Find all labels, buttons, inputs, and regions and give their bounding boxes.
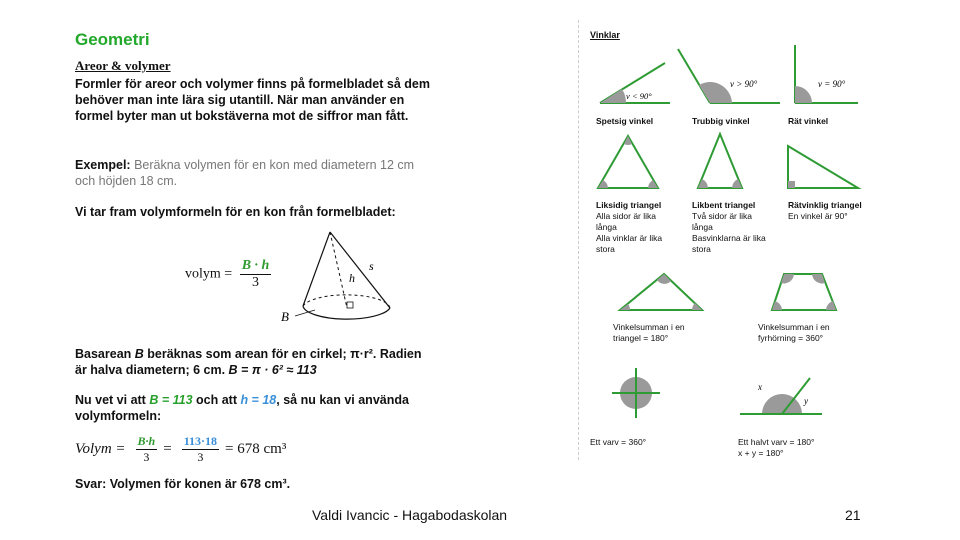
section-subtitle: Areor & volymer: [75, 58, 171, 73]
equilateral-label: Liksidig triangel: [596, 200, 662, 210]
volume-eq-f2-num: 113·18: [183, 434, 218, 448]
half-turn: [740, 378, 822, 414]
cone-side-left: [303, 232, 330, 306]
right-triangle-desc-1: En vinkel är 90°: [788, 211, 848, 221]
volume-eq-result: = 678 cm³: [225, 441, 287, 457]
label-s: s: [369, 259, 374, 273]
column-divider: [578, 20, 579, 460]
label-h: h: [349, 271, 355, 285]
cone-side-right: [330, 232, 390, 308]
obtuse-angle: [678, 49, 780, 103]
angle-types-diagram: [590, 45, 880, 110]
now-paragraph: [75, 392, 435, 424]
volume-eq-fraction-2: [182, 434, 219, 465]
isosceles-info: [692, 200, 766, 255]
now-B: B = 113: [149, 393, 193, 407]
obtuse-label: Trubbig vinkel: [692, 116, 750, 126]
triangle-sum-line1: Vinkelsumman i en: [613, 322, 685, 332]
acute-label: Spetsig vinkel: [596, 116, 654, 126]
isosceles-label: Likbent triangel: [692, 200, 756, 210]
base-area-paragraph: [75, 346, 435, 378]
right-triangle-label: Rätvinklig triangel: [788, 200, 862, 210]
answer-paragraph: [75, 476, 435, 492]
half-turn-line2: x + y = 180°: [738, 448, 784, 458]
formula-intro: Vi tar fram volymformeln för en kon från formelbladet:: [75, 205, 396, 219]
acute-cond: v < 90°: [626, 91, 652, 101]
cone-formula-num: B · h: [241, 258, 270, 273]
isosceles-desc-1: Två sidor är lika: [692, 211, 752, 221]
base-text-2: beräknas som arean för en cirkel; π·r². Radien är halva diametern; 6 cm.: [75, 347, 422, 377]
triangle-sum-line2: triangel = 180°: [613, 333, 669, 343]
answer-label: Svar:: [75, 477, 107, 491]
example-paragraph: [75, 157, 435, 189]
equilateral-desc-4: stora: [596, 244, 615, 254]
equilateral-triangle: [598, 136, 658, 188]
acute-angle: [600, 63, 670, 103]
cone-formula-fraction: [240, 258, 272, 291]
example-label: Exempel:: [75, 158, 131, 172]
volume-eq-f2-den: 3: [197, 450, 204, 464]
turn-diagram: [612, 368, 852, 430]
sum-triangle: [620, 274, 702, 310]
base-pointer: [295, 310, 315, 316]
now-text-1: Nu vet vi att: [75, 393, 150, 407]
quad-sum-line2: fyrhörning = 360°: [758, 333, 824, 343]
cone-base-back: [303, 295, 390, 308]
quad-sum-line1: Vinkelsumman i en: [758, 322, 830, 332]
right-cond: v = 90°: [818, 79, 846, 89]
isosceles-desc-3: Basvinklarna är lika: [692, 233, 766, 243]
right-angle: [795, 45, 858, 103]
base-text-1: Basarean: [75, 347, 135, 361]
now-text-2: och att: [192, 393, 241, 407]
full-turn: [612, 368, 660, 418]
label-y: y: [804, 396, 808, 406]
full-turn-info: [590, 437, 646, 448]
page-number: 21: [845, 507, 861, 523]
answer-text: Volymen för konen är 678 cm³.: [106, 477, 291, 491]
volume-eq-fraction-1: [136, 434, 158, 465]
volume-eq-lhs: Volym =: [75, 441, 126, 457]
intro-paragraph: Formler för areor och volymer finns på formelbladet så dem behöver man inte lära sig utantill. När man använder en formel byter man ut bokstäverna mot de siffror man fått.: [75, 77, 430, 123]
right-angle-mark: [347, 302, 353, 308]
base-result: B = π · 6² ≈ 113: [228, 363, 317, 377]
page-title: Geometri: [75, 30, 150, 49]
triangle-types-diagram: [590, 130, 880, 195]
equilateral-desc-2: långa: [596, 222, 617, 232]
isosceles-triangle: [698, 134, 742, 188]
label-B: B: [281, 309, 289, 324]
volume-eq-f1-den: 3: [143, 450, 150, 464]
cone-formula-den: 3: [252, 275, 259, 290]
angles-title: Vinklar: [590, 30, 620, 40]
volume-equation: [75, 434, 286, 465]
full-turn-line1: Ett varv = 360°: [590, 437, 647, 447]
cone-diagram: [275, 228, 405, 338]
isosceles-desc-4: stora: [692, 244, 711, 254]
right-triangle: [788, 146, 858, 188]
obtuse-cond: v > 90°: [730, 79, 758, 89]
base-B: B: [134, 347, 144, 361]
sum-quadrilateral: [772, 274, 836, 310]
footer-author: Valdi Ivancic - Hagabodaskolan: [312, 507, 508, 523]
equilateral-desc-1: Alla sidor är lika: [596, 211, 656, 221]
cone-formula-lhs: volym =: [185, 266, 233, 282]
right-label: Rät vinkel: [788, 116, 829, 126]
now-text-3: , så nu kan vi använda volymformeln:: [75, 393, 409, 423]
isosceles-desc-2: långa: [692, 222, 713, 232]
quad-sum-info: [758, 322, 830, 344]
right-triangle-info: [788, 200, 862, 222]
volume-eq-equals: =: [163, 441, 172, 457]
angle-sum-diagram: [612, 268, 852, 316]
half-turn-info: [738, 437, 814, 459]
cone-base-front: [303, 306, 390, 319]
equilateral-info: [596, 200, 662, 255]
label-x: x: [758, 382, 762, 392]
now-h: h = 18: [240, 393, 277, 407]
equilateral-desc-3: Alla vinklar är lika: [596, 233, 663, 243]
volume-eq-f1-num: B·h: [137, 434, 156, 448]
cone-formula: [185, 258, 271, 291]
triangle-sum-info: [613, 322, 685, 344]
example-text: Beräkna volymen för en kon med diametern 12 cm och höjden 18 cm.: [75, 158, 415, 188]
half-turn-line1: Ett halvt varv = 180°: [738, 437, 815, 447]
